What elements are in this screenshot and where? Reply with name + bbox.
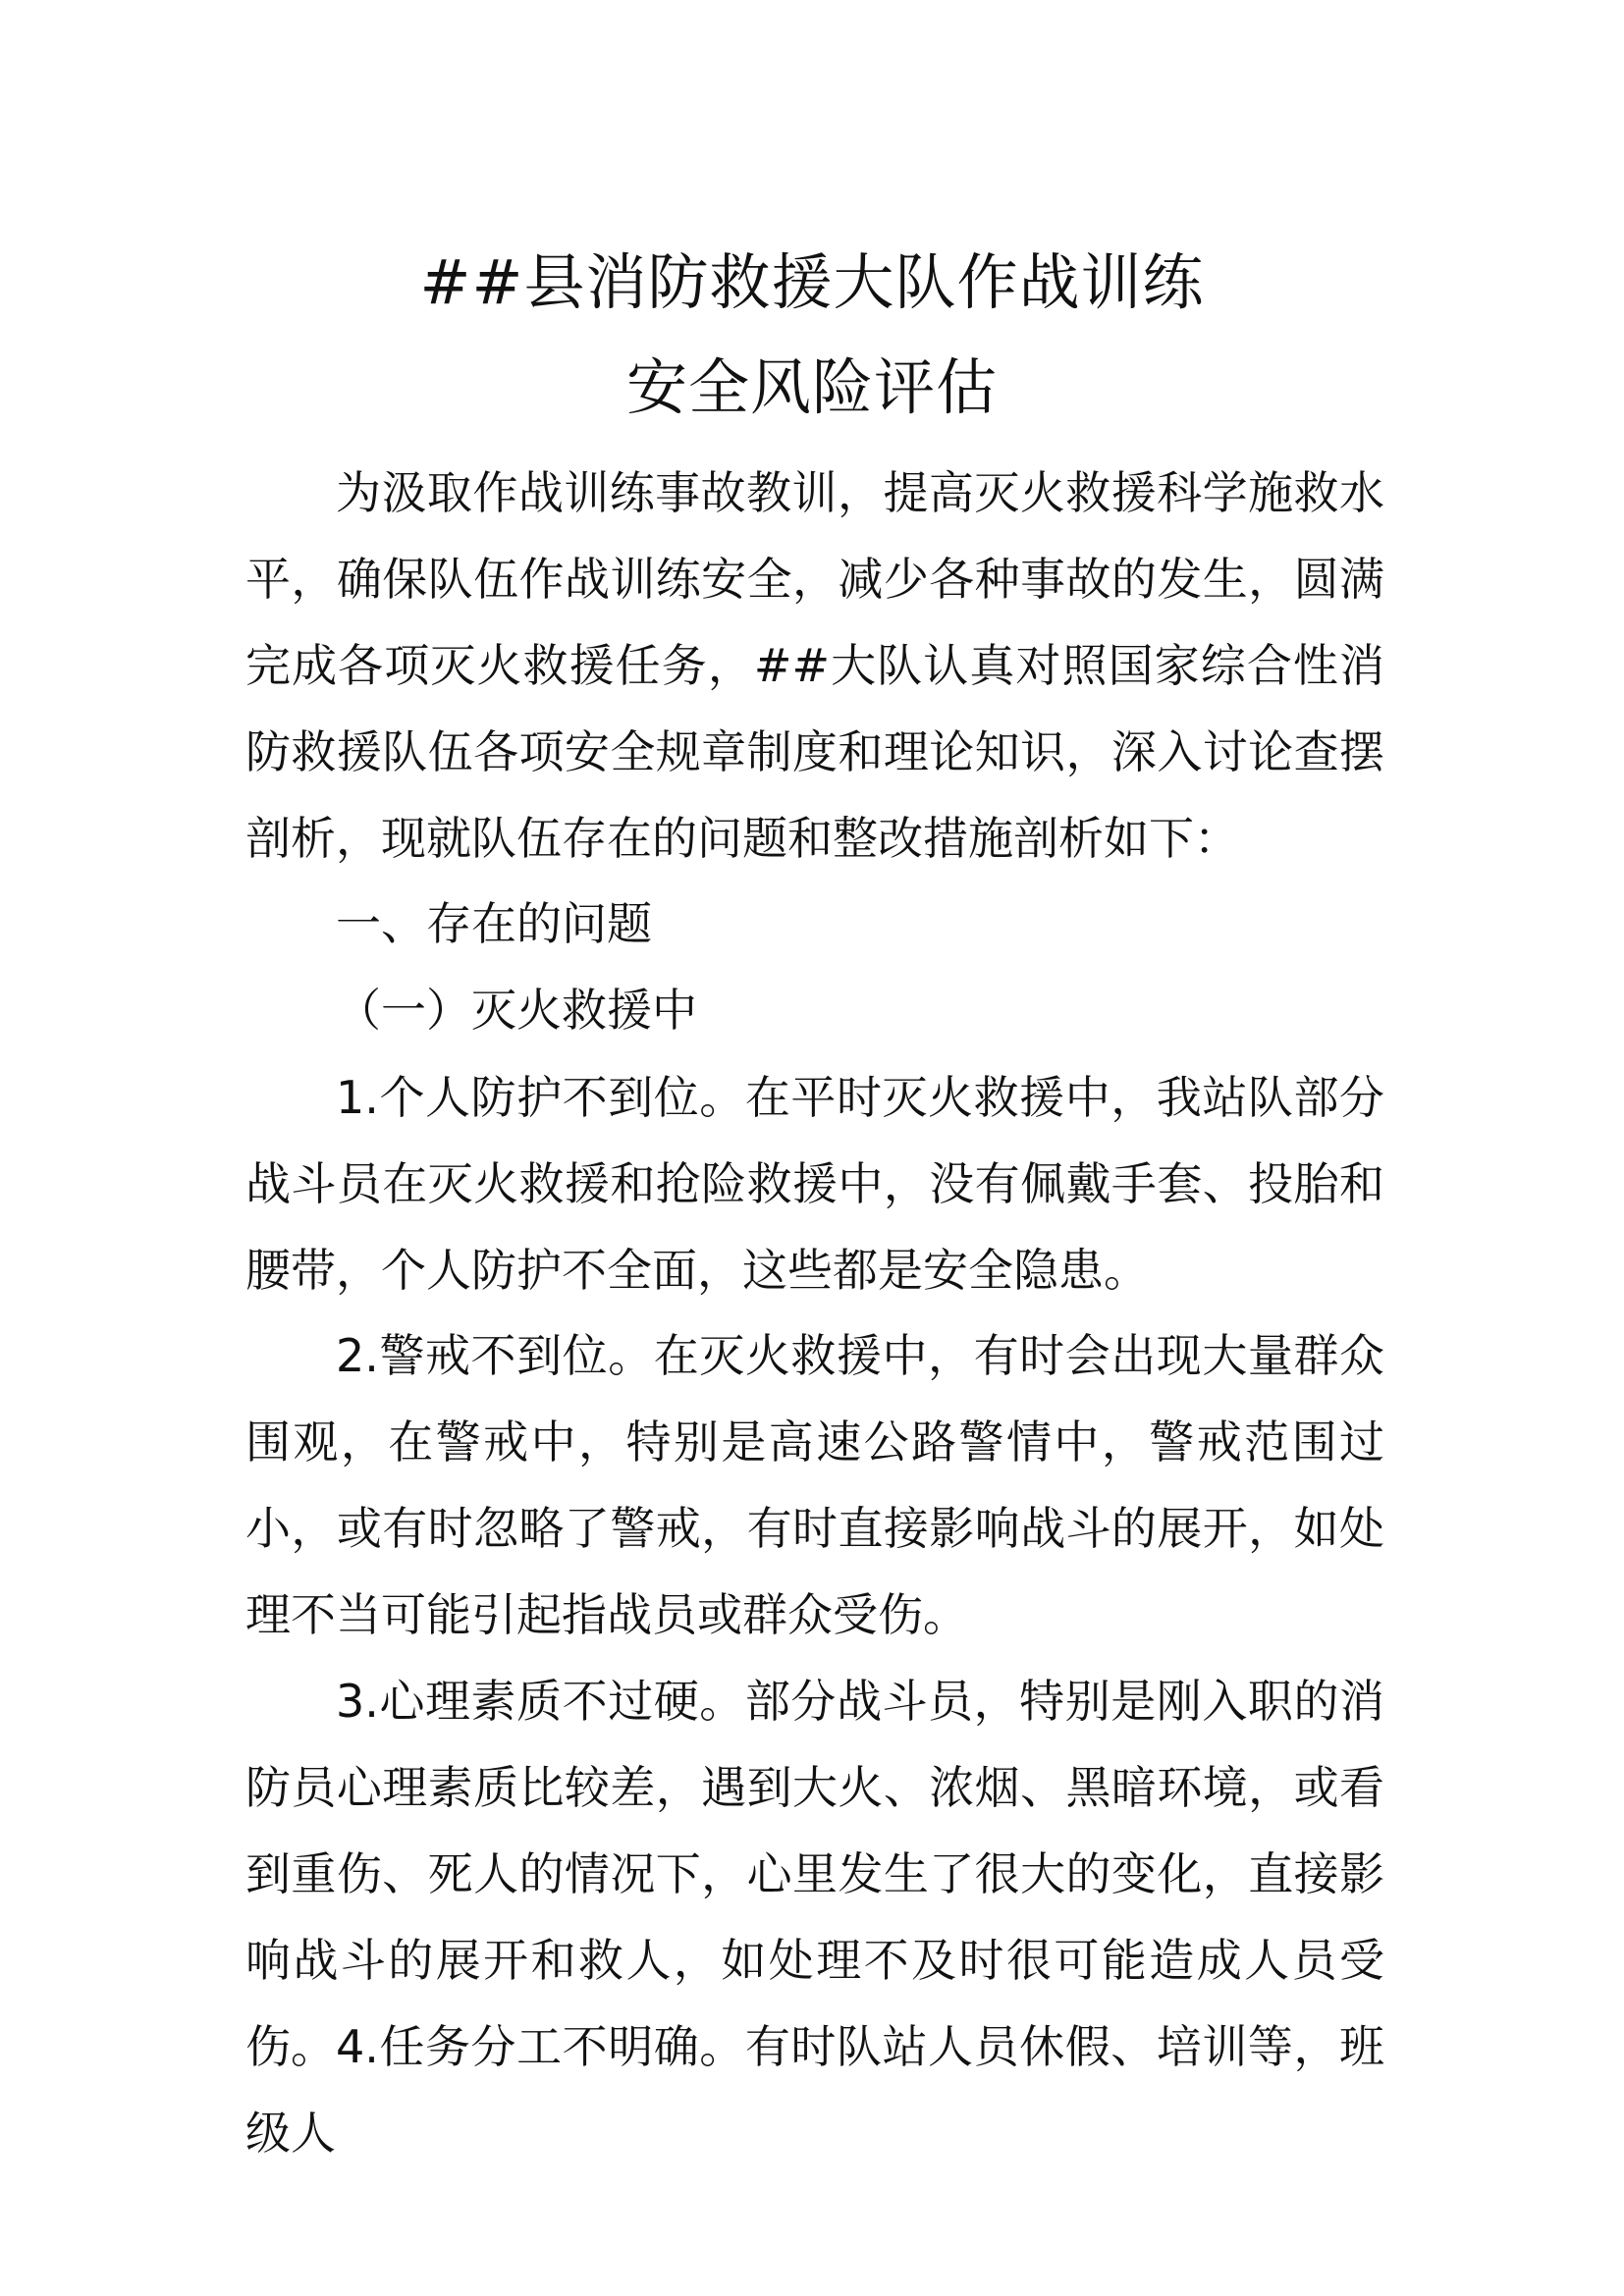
problem-item-1 (245, 1054, 1384, 1313)
problem-item-4-text: 4.任务分工不明确。有时队站人员休假、培训等，班级人 (245, 2020, 1384, 2160)
intro-text: 为汲取作战训练事故教训，提高灭火救援科学施救水平，确保队伍作战训练安全，减少各种事故的发生，圆满完成各项灭火救援任务，##大队认真对照国家综合性消防救援队伍各项安全规章制度和理论知识，深入讨论查摆剖析，现就队伍存在的问题和整改措施剖析如下： (245, 466, 1384, 865)
section-heading-text: 一、存在的问题 (336, 897, 652, 950)
document-title-line-1: ##县消防救援大队作战训练 (419, 246, 1205, 318)
intro-paragraph (245, 450, 1384, 881)
problem-item-3-text: 3.心理素质不过硬。部分战斗员，特别是刚入职的消防员心理素质比较差，遇到大火、浓烟、黑暗环境，或看到重伤、死人的情况下，心里发生了很大的变化，直接影响战斗的展开和救人，如处理不及时很可能造成人员受伤。 (245, 1675, 1384, 2073)
problem-item-2-text: 2.警戒不到位。在灭火救援中，有时会出现大量群众围观，在警戒中，特别是高速公路警情中，警戒范围过小，或有时忽略了警戒，有时直接影响战斗的展开，如处理不当可能引起指战员或群众受伤。 (245, 1329, 1384, 1641)
problem-item-4 (245, 2003, 1384, 2176)
subsection-heading-firefighting (245, 967, 1384, 1053)
section-heading-problems (245, 881, 1384, 967)
document-title-line-2: 安全风险评估 (625, 351, 998, 423)
problem-item-2 (245, 1312, 1384, 1658)
subsection-heading-text: （一）灭火救援中 (336, 984, 697, 1037)
problem-item-1-text: 1.个人防护不到位。在平时灭火救援中，我站队部分战斗员在灭火救援和抢险救援中，没有佩戴手套、投胎和腰带，个人防护不全面，这些都是安全隐患。 (245, 1071, 1384, 1297)
